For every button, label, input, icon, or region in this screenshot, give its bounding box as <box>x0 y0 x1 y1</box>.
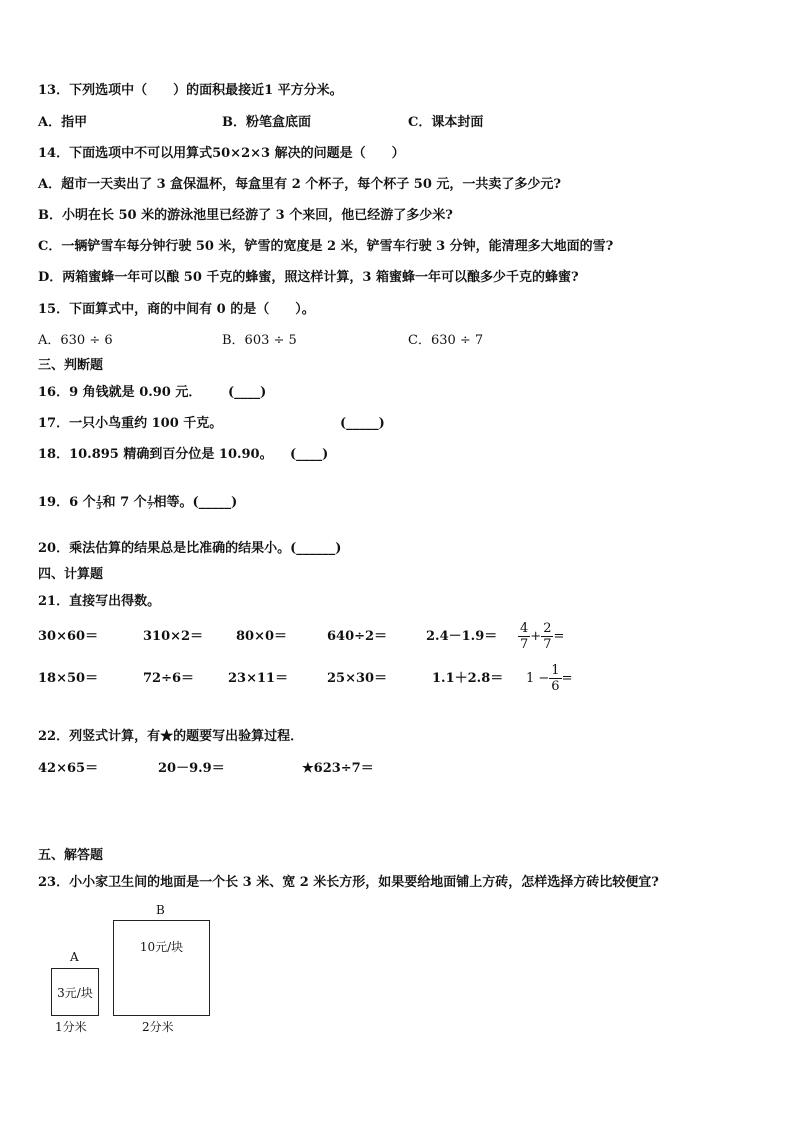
q21-stem: 21．直接写出得数。 <box>38 594 161 609</box>
q21-equals-sign-2: = <box>561 671 573 686</box>
q19-fraction-2 <box>147 495 154 510</box>
q18-answer-blank[interactable]: (____) <box>290 447 329 462</box>
section-3-heading: 三、判断题 <box>38 358 104 373</box>
q19-f1-den: 5 <box>96 502 102 511</box>
q19-f2-den: 7 <box>147 502 153 511</box>
q23-stem: 23．小小家卫生间的地面是一个长 3 米、宽 2 米长方形，如果要给地面铺上方砖，怎样选择方砖比较便宜? <box>38 875 659 890</box>
tile-a-square <box>51 968 99 1016</box>
section-4-heading: 四、计算题 <box>38 567 104 582</box>
q16-text: 16．9 角钱就是 0.90 元． <box>38 385 202 400</box>
tile-b-square <box>113 920 210 1016</box>
tile-b-label: B <box>156 903 165 917</box>
q21-frac-b-num: 2 <box>543 621 552 636</box>
q21-plus-sign: + <box>530 629 542 644</box>
q14-option-b: B．小明在长 50 米的游泳池里已经游了 3 个来回，他已经游了多少米? <box>38 208 453 223</box>
q21-frac-a-den: 7 <box>520 637 529 652</box>
q14-stem: 14．下面选项中不可以用算式50×2×3 解决的问题是（ ） <box>38 146 405 161</box>
q15-option-a: A．630 ÷ 6 <box>38 333 113 348</box>
tile-b-size: 2分米 <box>142 1020 174 1034</box>
q21-frac-c-num: 1 <box>551 663 560 678</box>
q18-text: 18．10.895 精确到百分位是 10.90。 <box>38 447 273 462</box>
q21-frac-a-num: 4 <box>520 621 529 636</box>
q22-item-2: 20－9.9＝ <box>158 761 225 776</box>
q19-text <box>38 492 237 514</box>
q21-equals-sign: = <box>553 629 565 644</box>
tile-a-price: 3元/块 <box>57 985 93 1000</box>
q21-item-12-fraction-diff <box>526 661 572 697</box>
q21-item-5: 2.4－1.9＝ <box>426 629 498 644</box>
q19-part2: 和 7 个 <box>102 495 147 510</box>
q22-stem: 22．列竖式计算，有★的题要写出验算过程． <box>38 729 304 744</box>
q19-f2-num: 1 <box>147 494 153 503</box>
q14-option-d: D．两箱蜜蜂一年可以酿 50 千克的蜂蜜，照这样计算，3 箱蜜蜂一年可以酿多少千克的蜂蜜? <box>38 270 579 285</box>
q21-item-8: 72÷6＝ <box>143 671 195 686</box>
q21-item-1: 30×60＝ <box>38 629 99 644</box>
q13-option-c: C．课本封面 <box>408 115 484 130</box>
q15-option-c: C．630 ÷ 7 <box>408 333 484 348</box>
q21-frac-c <box>549 663 561 694</box>
q21-item-2: 310×2＝ <box>143 629 204 644</box>
q13-stem: 13．下列选项中（ ）的面积最接近1 平方分米。 <box>38 83 343 98</box>
q19-part3: 相等。(_____) <box>153 495 238 510</box>
q19-part1: 19．6 个 <box>38 495 96 510</box>
q21-frac-c-den: 6 <box>551 679 560 694</box>
q15-option-b: B．603 ÷ 5 <box>222 333 297 348</box>
tile-a-size: 1分米 <box>55 1020 87 1034</box>
q21-item-7: 18×50＝ <box>38 671 99 686</box>
q17-text: 17．一只小鸟重约 100 千克。 <box>38 416 223 431</box>
q21-item-11: 1.1＋2.8＝ <box>432 671 504 686</box>
q21-item-9: 23×11＝ <box>228 671 289 686</box>
q22-item-3: ★623÷7＝ <box>302 761 374 776</box>
q19-fraction-1 <box>96 495 103 510</box>
q21-item-6-fraction-sum <box>518 619 564 655</box>
q22-item-1: 42×65＝ <box>38 761 99 776</box>
q19-f1-num: 1 <box>96 494 102 503</box>
q21-item-4: 640÷2＝ <box>327 629 388 644</box>
q15-stem: 15．下面算式中，商的中间有 0 的是（ ）。 <box>38 302 315 317</box>
q14-option-a: A．超市一天卖出了 3 盒保温杯，每盒里有 2 个杯子，每个杯子 50 元，一共卖了多少元? <box>38 177 562 192</box>
tile-b-price: 10元/块 <box>139 939 184 954</box>
q20-text: 20．乘法估算的结果总是比准确的结果小。(______) <box>38 541 342 556</box>
q14-option-c: C．一辆铲雪车每分钟行驶 50 米，铲雪的宽度是 2 米，铲雪车行驶 3 分钟，能清理多大地面的雪? <box>38 239 614 254</box>
tile-a-label: A <box>70 950 79 964</box>
q17-answer-blank[interactable]: (_____) <box>340 416 385 431</box>
q21-item-10: 25×30＝ <box>327 671 388 686</box>
q21-item-3: 80×0＝ <box>236 629 288 644</box>
q21-one-minus: 1 − <box>526 671 550 686</box>
q21-frac-a <box>518 621 530 652</box>
q16-answer-blank[interactable]: (____) <box>228 385 267 400</box>
q21-frac-b-den: 7 <box>543 637 552 652</box>
section-5-heading: 五、解答题 <box>38 848 104 863</box>
q13-option-a: A．指甲 <box>38 115 88 130</box>
q13-option-b: B．粉笔盒底面 <box>222 115 311 130</box>
q21-frac-b <box>541 621 553 652</box>
